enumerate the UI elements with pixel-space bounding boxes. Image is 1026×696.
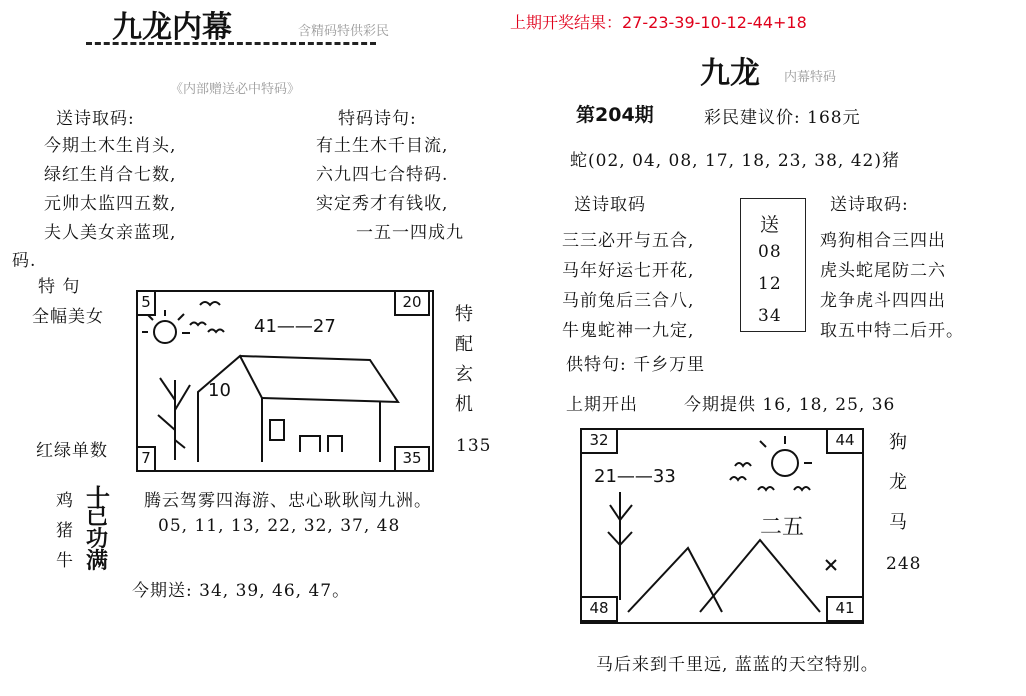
snake-line: 蛇(02, 04, 08, 17, 18, 23, 38, 42)猪 <box>570 151 900 171</box>
corner-number: 44 <box>826 428 864 454</box>
left-poem2-line: 实定秀才有钱收, <box>316 194 449 214</box>
left-poem2-line: 六九四七合特码. <box>316 165 449 185</box>
right-drawn-text: 21——33 <box>594 466 676 487</box>
left-side-char: 特 <box>455 304 473 325</box>
right-poem1-heading: 送诗取码 <box>574 195 646 215</box>
send-box-value: 34 <box>758 306 782 326</box>
left-side-number: 135 <box>456 436 492 456</box>
right-poem2-line: 取五中特二后开。 <box>820 321 964 341</box>
zodiac: 牛 <box>56 551 74 571</box>
right-poem2-line: 虎头蛇尾防二六 <box>820 261 946 281</box>
right-poem1-line: 马年好运七开花, <box>562 261 695 281</box>
right-side-char: 狗 <box>889 432 907 453</box>
corner-number: 41 <box>826 596 864 622</box>
right-drawn-number: 二五 <box>760 515 805 540</box>
left-subtitle: 含精码特供彩民 <box>298 24 390 39</box>
left-poem1-line: 元帅太监四五数, <box>44 194 177 214</box>
price-label: 彩民建议价: 168元 <box>704 108 861 128</box>
left-poem1-line: 夫人美女亲蓝现, <box>44 223 177 243</box>
right-picture-frame <box>580 428 864 624</box>
right-poem1-line: 三三必开与五合, <box>562 231 695 251</box>
send-box-value: 12 <box>758 274 782 294</box>
left-poem1-tail: 码. <box>12 251 37 271</box>
left-poem1-heading: 送诗取码: <box>56 109 135 129</box>
last-draw-label: 上期开出 <box>566 395 638 415</box>
handwritten-char: 已 <box>86 505 109 530</box>
special-label: 特 句 <box>38 277 81 297</box>
right-poem1-line: 马前兔后三合八, <box>562 291 695 311</box>
left-poem1-line: 今期土木生肖头, <box>44 136 177 156</box>
left-side-char: 机 <box>455 394 473 415</box>
corner-number: 20 <box>394 290 430 316</box>
left-verse: 腾云驾雾四海游、忠心耿耿闯九洲。 <box>144 491 432 511</box>
zodiac: 猪 <box>56 521 74 541</box>
left-send-line: 今期送: 34, 39, 46, 47。 <box>132 581 351 601</box>
special-phrase: 供特句: 千乡万里 <box>566 355 706 375</box>
left-numbers: 05, 11, 13, 22, 32, 37, 48 <box>158 516 401 536</box>
left-poem1-line: 绿红生肖合七数, <box>44 165 177 185</box>
special-value: 全幅美女 <box>32 307 104 327</box>
right-side-number: 248 <box>886 554 922 574</box>
corner-number: 35 <box>394 446 430 472</box>
handwritten-char: 满 <box>86 549 109 574</box>
left-title: 九龙内幕 <box>112 10 232 45</box>
corner-number: 7 <box>136 446 156 472</box>
zodiac: 鸡 <box>56 491 74 511</box>
left-drawn-text: 41——27 <box>254 316 336 337</box>
right-poem2-line: 龙争虎斗四四出 <box>820 291 946 311</box>
book-title: 《内部赠送必中特码》 <box>170 82 301 97</box>
right-poem2-heading: 送诗取码: <box>830 195 909 215</box>
right-poem2-line: 鸡狗相合三四出 <box>820 231 946 251</box>
right-title: 九龙 <box>700 56 760 91</box>
handwritten-char: 功 <box>86 527 109 552</box>
left-poem2-line: 一五一四成九 <box>356 223 464 243</box>
corner-number: 32 <box>580 428 618 454</box>
right-bottom-verse: 马后来到千里远, 蓝蓝的天空特别。 <box>596 655 879 675</box>
left-side-char: 配 <box>455 334 473 355</box>
corner-number: 48 <box>580 596 618 622</box>
send-box-value: 08 <box>758 242 782 262</box>
right-side-char: 马 <box>889 512 907 533</box>
right-side-char: 龙 <box>889 472 907 493</box>
this-period-numbers: 今期提供 16, 18, 25, 36 <box>684 395 896 415</box>
color-label: 红绿单数 <box>36 441 108 461</box>
corner-number: 5 <box>136 290 156 316</box>
send-box-label: 送 <box>760 214 781 236</box>
issue-number: 第204期 <box>576 104 654 126</box>
right-title-faint: 内幕特码 <box>784 70 837 85</box>
right-poem1-line: 牛鬼蛇神一九定, <box>562 321 695 341</box>
left-poem2-heading: 特码诗句: <box>338 109 417 129</box>
left-side-char: 玄 <box>455 364 473 385</box>
left-drawn-number: 10 <box>208 380 231 401</box>
handwritten-char: 十 <box>86 484 110 512</box>
left-poem2-line: 有土生木千目流, <box>316 136 449 156</box>
result-banner: 上期开奖结果：27-23-39-10-12-44+18 <box>510 13 807 32</box>
